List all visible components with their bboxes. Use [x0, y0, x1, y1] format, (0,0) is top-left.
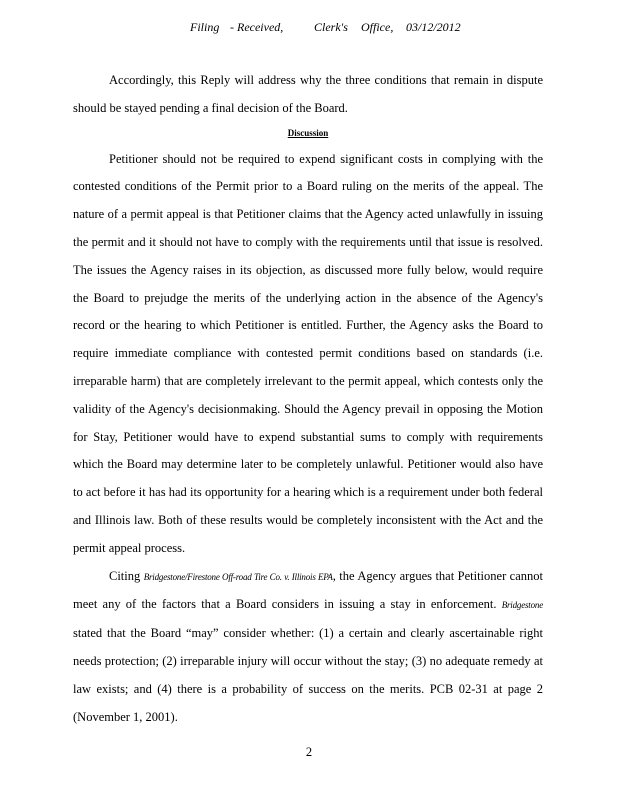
filing-stamp-header [0, 20, 618, 38]
page-number: 2 [305, 745, 313, 759]
document-body [73, 67, 543, 731]
paragraph-2 [73, 563, 543, 732]
header-office: Office, [361, 20, 394, 34]
discussion-heading: Discussion [287, 127, 329, 138]
case-citation: Bridgestone/Firestone Off-road Tire Co. v. Illinois EPA [143, 571, 333, 582]
case-short-name: Bridgestone [501, 600, 543, 611]
paragraph-2-text: , the Agency argues that Petitioner cannot meet any of the factors that a Board considers in issuing a stay in enforcement. [73, 568, 543, 612]
paragraph-2-rest: stated that the Board “may” consider whether: (1) a certain and clearly ascertainable right needs protection; (2) irreparable injury will occur without the stay; (3) no adequate remedy at law exists; and (4) there is a probability of success on the merits. PCB 02-31 at page 2 (November 1, 2001). [73, 626, 543, 724]
paragraph-1: Petitioner should not be required to expend significant costs in complying with the contested conditions of the Permit prior to a Board ruling on the merits of the appeal. The nature of a permit appeal is that Petitioner claims that the Agency acted unlawfully in issuing the permit and it should not have to comply with the requirements until that issue is resolved. The issues the Agency raises in its objection, as discussed more fully below, would require the Board to prejudge the merits of the underlying action in the absence of the Agency's record or the hearing to which Petitioner is entitled. Further, the Agency asks the Board to require immediate compliance with contested permit conditions based on standards (i.e. irreparable harm) that are completely irrelevant to the permit appeal, which contests only the validity of the Agency's decisionmaking. Should the Agency prevail in opposing the Motion for Stay, Petitioner would have to expend substantial sums to comply with requirements which the Board may determine later to be completely unlawful. Petitioner would also have to act before it has had its opportunity for a hearing which is a requirement under both federal and Illinois law. Both of these results would be completely inconsistent with the Act and the permit appeal process. [73, 151, 543, 555]
citing-text: Citing [109, 568, 141, 583]
intro-paragraph: Accordingly, this Reply will address why the three conditions that remain in dispute should be stayed pending a final decision of the Board. [73, 73, 543, 115]
header-received: - Received, [230, 20, 284, 34]
header-filing: Filing [190, 20, 220, 34]
header-clerks: Clerk's [314, 20, 348, 34]
header-date: 03/12/2012 [406, 20, 461, 34]
